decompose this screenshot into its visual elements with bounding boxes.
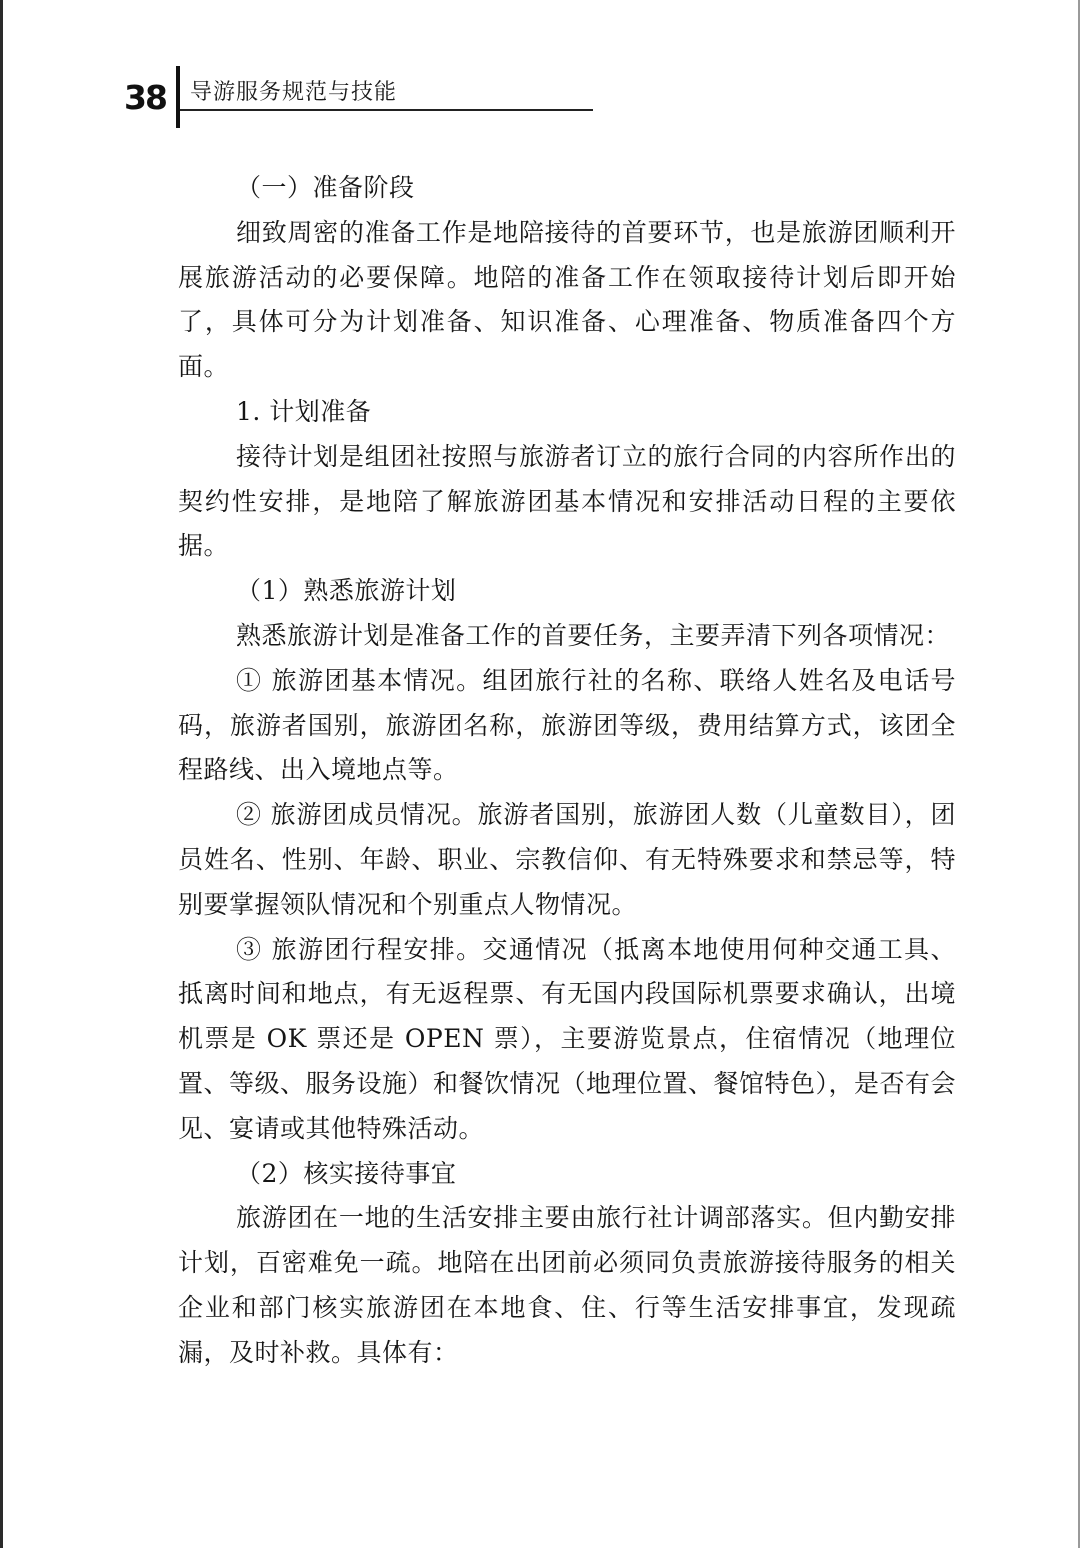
paragraph: 细致周密的准备工作是地陪接待的首要环节，也是旅游团顺利开展旅游活动的必要保障。地陪的准备工作在领取接待计划后即开始了，具体可分为计划准备、知识准备、心理准备、物质准备四个方面。 — [178, 217, 956, 382]
header-vertical-rule — [176, 66, 180, 128]
paragraph: 熟悉旅游计划是准备工作的首要任务，主要弄清下列各项情况： — [236, 620, 951, 650]
running-head — [0, 0, 1080, 140]
scan-edge-left — [0, 0, 3, 1548]
list-item: ② 旅游团成员情况。旅游者国别，旅游团人数（儿童数目），团员姓名、性别、年龄、职业、宗教信仰、有无特殊要求和禁忌等，特别要掌握领队情况和个别重点人物情况。 — [178, 800, 956, 919]
paragraph: 旅游团在一地的生活安排主要由旅行社计调部落实。但内勤安排计划，百密难免一疏。地陪在出团前必须同负责旅游接待服务的相关企业和部门核实旅游团在本地食、住、行等生活安排事宜，发现疏漏，及时补救。具体有： — [178, 1203, 956, 1367]
item-heading: （1）熟悉旅游计划 — [236, 576, 457, 606]
paragraph: 接待计划是组团社按照与旅游者订立的旅行合同的内容所作出的契约性安排，是地陪了解旅游团基本情况和安排活动日程的主要依据。 — [178, 441, 956, 561]
list-item: ① 旅游团基本情况。组团旅行社的名称、联络人姓名及电话号码，旅游者国别，旅游团名称，旅游团等级，费用结算方式，该团全程路线、出入境地点等。 — [178, 665, 956, 785]
section-heading: （一）准备阶段 — [236, 173, 415, 202]
page-number: 38 — [124, 78, 166, 117]
item-heading: （2）核实接待事宜 — [236, 1158, 457, 1188]
header-horizontal-rule — [180, 109, 593, 111]
subsection-heading: 1. 计划准备 — [236, 396, 372, 426]
list-item: ③ 旅游团行程安排。交通情况（抵离本地使用何种交通工具、抵离时间和地点，有无返程票、有无国内段国际机票要求确认，出境机票是 OK 票还是 OPEN 票），主要游览景点，住宿情况（地理位置、等级、服务设施）和餐饮情况（地理位置、餐馆特色），是否有会见、宴请或其他特殊活动。 — [178, 934, 957, 1143]
body-text — [178, 166, 956, 1376]
book-title: 导游服务规范与技能 — [190, 80, 398, 105]
